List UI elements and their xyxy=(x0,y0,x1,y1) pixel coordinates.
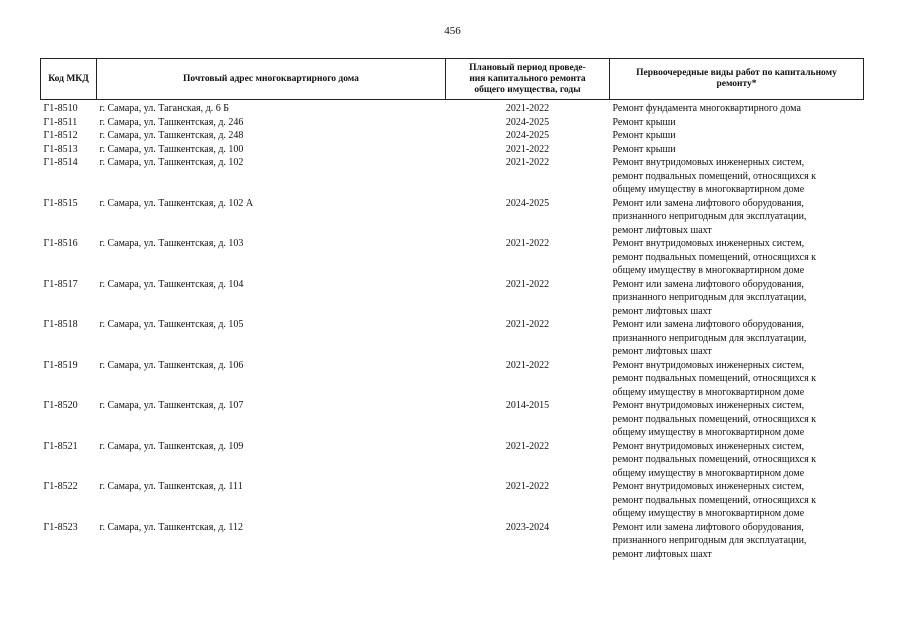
row-works xyxy=(610,318,864,359)
row-works-line: общему имуществу в многоквартирном доме xyxy=(612,508,805,519)
row-works-line: ремонт лифтовых шахт xyxy=(612,346,712,357)
row-period: 2024-2025 xyxy=(505,197,550,209)
row-works xyxy=(610,440,864,481)
row-works-line: Ремонт внутридомовых инженерных систем, xyxy=(612,481,805,492)
row-code: Г1-8523 xyxy=(43,521,78,533)
row-code: Г1-8519 xyxy=(43,359,78,371)
row-period: 2021-2022 xyxy=(505,440,550,452)
row-works-line: общему имуществу в многоквартирном доме xyxy=(612,184,805,195)
row-works-line: признанного непригодным для эксплуатации, xyxy=(612,211,807,222)
row-works-line: ремонт подвальных помещений, относящихся к xyxy=(612,494,817,506)
row-works-line: общему имуществу в многоквартирном доме xyxy=(612,467,805,479)
row-works-line: ремонт подвальных помещений, относящихся к xyxy=(612,170,817,182)
row-works-line: общему имуществу в многоквартирном доме xyxy=(612,427,805,438)
table-row xyxy=(41,237,864,278)
row-period: 2021-2022 xyxy=(505,359,550,371)
header-works xyxy=(610,59,864,100)
row-works xyxy=(610,197,864,238)
header-address: Почтовый адрес многоквартирного дома xyxy=(97,59,446,100)
row-address: г. Самара, ул. Ташкентская, д. 102 xyxy=(99,157,244,168)
row-period: 2021-2022 xyxy=(505,157,550,168)
row-code: Г1-8516 xyxy=(43,238,78,249)
table-row xyxy=(41,129,864,143)
row-period: 2021-2022 xyxy=(505,278,550,290)
row-code: Г1-8513 xyxy=(43,143,78,155)
capital-repair-table xyxy=(40,58,864,561)
table-row xyxy=(41,480,864,521)
row-works-line: Ремонт или замена лифтового оборудования, xyxy=(612,197,804,209)
row-address: г. Самара, ул. Ташкентская, д. 111 xyxy=(99,481,243,492)
row-works-line: ремонт лифтовых шахт xyxy=(612,548,712,560)
row-works-line: Ремонт крыши xyxy=(612,116,676,128)
table-row xyxy=(41,143,864,157)
row-code: Г1-8517 xyxy=(43,278,78,290)
row-code: Г1-8515 xyxy=(43,197,78,209)
row-works-line: ремонт лифтовых шахт xyxy=(612,224,712,236)
row-address: г. Самара, ул. Ташкентская, д. 107 xyxy=(99,400,244,411)
row-code: Г1-8518 xyxy=(43,319,78,330)
row-address: г. Самара, ул. Ташкентская, д. 103 xyxy=(99,238,244,249)
table-row xyxy=(41,399,864,440)
table-row xyxy=(41,521,864,562)
header-period-line: Плановый период проведе- xyxy=(469,62,586,73)
row-works xyxy=(610,480,864,521)
header-period xyxy=(446,59,610,100)
row-code: Г1-8520 xyxy=(43,400,78,411)
table-row xyxy=(41,278,864,319)
row-period: 2023-2024 xyxy=(505,521,550,533)
row-works xyxy=(610,237,864,278)
row-works-line: Ремонт крыши xyxy=(612,143,676,155)
table-row xyxy=(41,440,864,481)
row-address: г. Самара, ул. Ташкентская, д. 105 xyxy=(99,319,244,330)
page-number: 456 xyxy=(444,25,461,37)
row-works-line: признанного непригодным для эксплуатации, xyxy=(612,292,807,303)
row-works-line: ремонт подвальных помещений, относящихся к xyxy=(612,373,817,384)
row-code: Г1-8510 xyxy=(43,103,78,114)
row-works-line: общему имуществу в многоквартирном доме xyxy=(612,386,805,398)
table-row xyxy=(41,359,864,400)
table-row xyxy=(41,318,864,359)
row-address: г. Самара, ул. Ташкентская, д. 248 xyxy=(99,130,244,141)
row-address: г. Самара, ул. Таганская, д. 6 Б xyxy=(99,103,229,114)
row-works-line: Ремонт внутридомовых инженерных систем, xyxy=(612,157,805,168)
table-row xyxy=(41,100,864,116)
row-period: 2021-2022 xyxy=(505,481,550,492)
row-works-line: Ремонт крыши xyxy=(612,130,676,141)
row-works-line: ремонт лифтовых шахт xyxy=(612,305,712,317)
row-period: 2014-2015 xyxy=(505,400,550,411)
row-period: 2021-2022 xyxy=(505,143,550,155)
row-address: г. Самара, ул. Ташкентская, д. 109 xyxy=(99,440,244,452)
row-works-line: ремонт подвальных помещений, относящихся к xyxy=(612,454,817,465)
row-address: г. Самара, ул. Ташкентская, д. 102 А xyxy=(99,197,254,209)
header-works-line: Первоочередные виды работ по капитальному xyxy=(636,68,837,78)
row-works-line: ремонт подвальных помещений, относящихся к xyxy=(612,413,817,425)
row-works xyxy=(610,129,864,143)
row-works-line: Ремонт или замена лифтового оборудования, xyxy=(612,521,804,533)
row-code: Г1-8514 xyxy=(43,157,78,168)
row-works-line: признанного непригодным для эксплуатации, xyxy=(612,332,807,344)
row-works-line: Ремонт или замена лифтового оборудования, xyxy=(612,278,804,290)
row-works-line: Ремонт внутридомовых инженерных систем, xyxy=(612,440,805,452)
header-period-line: ния капитального ремонта xyxy=(469,73,586,84)
row-period: 2021-2022 xyxy=(505,319,550,330)
row-works xyxy=(610,100,864,116)
table-header-row xyxy=(41,59,864,100)
row-code: Г1-8521 xyxy=(43,440,78,452)
header-period-line: общего имущества, годы xyxy=(474,84,581,95)
header-works-line: ремонту* xyxy=(716,79,757,89)
row-works-line: признанного непригодным для эксплуатации, xyxy=(612,535,807,546)
table-row xyxy=(41,197,864,238)
row-period: 2021-2022 xyxy=(505,238,550,249)
row-works-line: Ремонт внутридомовых инженерных систем, xyxy=(612,400,805,411)
row-works-line: Ремонт внутридомовых инженерных систем, xyxy=(612,359,805,371)
row-works xyxy=(610,143,864,157)
header-code: Код МКД xyxy=(41,59,97,100)
row-works xyxy=(610,521,864,562)
row-works xyxy=(610,156,864,197)
row-address: г. Самара, ул. Ташкентская, д. 106 xyxy=(99,359,244,371)
row-code: Г1-8512 xyxy=(43,130,78,141)
row-period: 2021-2022 xyxy=(505,103,550,114)
row-works-line: Ремонт фундамента многоквартирного дома xyxy=(612,103,801,114)
row-works xyxy=(610,399,864,440)
row-code: Г1-8511 xyxy=(43,116,78,128)
row-works-line: Ремонт внутридомовых инженерных систем, xyxy=(612,238,805,249)
row-works-line: ремонт подвальных помещений, относящихся к xyxy=(612,251,817,263)
row-works xyxy=(610,116,864,130)
row-works-line: общему имуществу в многоквартирном доме xyxy=(612,265,805,276)
row-code: Г1-8522 xyxy=(43,481,78,492)
row-works xyxy=(610,278,864,319)
row-period: 2024-2025 xyxy=(505,116,550,128)
row-works xyxy=(610,359,864,400)
table-row xyxy=(41,116,864,130)
row-address: г. Самара, ул. Ташкентская, д. 104 xyxy=(99,278,244,290)
row-address: г. Самара, ул. Ташкентская, д. 100 xyxy=(99,143,244,155)
row-address: г. Самара, ул. Ташкентская, д. 246 xyxy=(99,116,244,128)
row-period: 2024-2025 xyxy=(505,130,550,141)
row-works-line: Ремонт или замена лифтового оборудования, xyxy=(612,319,804,330)
row-address: г. Самара, ул. Ташкентская, д. 112 xyxy=(99,521,244,533)
table-row xyxy=(41,156,864,197)
